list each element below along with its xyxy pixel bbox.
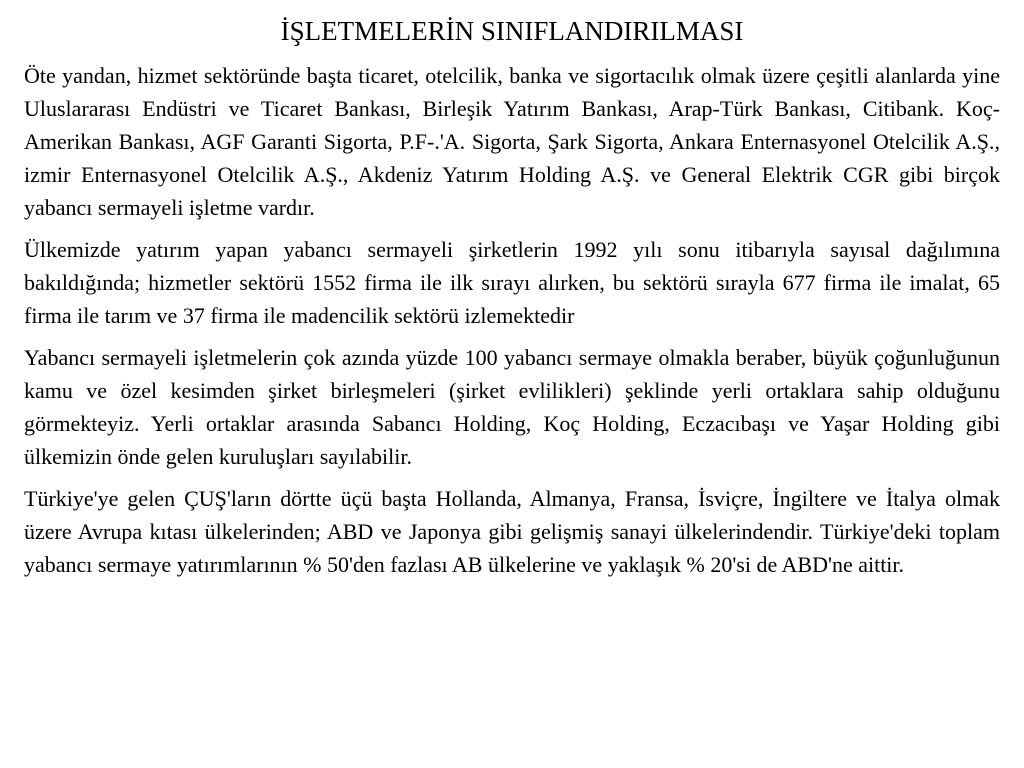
slide-title: İŞLETMELERİN SINIFLANDIRILMASI bbox=[280, 16, 744, 46]
paragraph-firm-distribution: Ülkemizde yatırım yapan yabancı sermayeli şirketlerin 1992 yılı sonu itibarıyla sayısal dağılımına bakıldığında; hizmetler sektörü 1552 firma ile ilk sırayı alırken, bu sektörü sırayla 677 firma ile imalat, 65 firma ile tarım ve 37 firma ile madencilik sektörü izlemektedir bbox=[24, 237, 1000, 329]
paragraph-investment-origins: Türkiye'ye gelen ÇUŞ'ların dörtte üçü başta Hollanda, Almanya, Fransa, İsviçre, İngiltere ve İtalya olmak üzere Avrupa kıtası ülkelerinden; ABD ve Japonya gibi gelişmiş sanayi ülkelerindendir. Türkiye'deki toplam yabancı sermaye yatırımlarının % 50'den fazlası AB ülkelerine ve yaklaşık % 20'si de ABD'ne aittir. bbox=[24, 486, 1000, 578]
paragraph-domestic-partners: Yabancı sermayeli işletmelerin çok azında yüzde 100 yabancı sermaye olmakla beraber, büyük çoğunluğunun kamu ve özel kesimden şirket birleşmeleri (şirket evlilikleri) şeklinde yerli ortaklara sahip olduğunu görmekteyiz. Yerli ortaklar arasında Sabancı Holding, Koç Holding, Eczacıbaşı ve Yaşar Holding gibi ülkemizin önde gelen kuruluşları sayılabilir. bbox=[24, 345, 1000, 470]
paragraph-services-sector: Öte yandan, hizmet sektöründe başta ticaret, otelcilik, banka ve sigortacılık olmak üzere çeşitli alanlarda yine Uluslararası Endüstri ve Ticaret Bankası, Birleşik Yatırım Bankası, Arap-Türk Bankası, Citibank. Koç-Amerikan Bankası, AGF Garanti Sigorta, P.F-.'A. Sigorta, Şark Sigorta, Ankara Enternasyonel Otelcilik A.Ş., izmir Enternasyonel Otelcilik A.Ş., Akdeniz Yatırım Holding A.Ş. ve General Elektrik CGR gibi birçok yabancı sermayeli işletme vardır. bbox=[24, 63, 1000, 221]
